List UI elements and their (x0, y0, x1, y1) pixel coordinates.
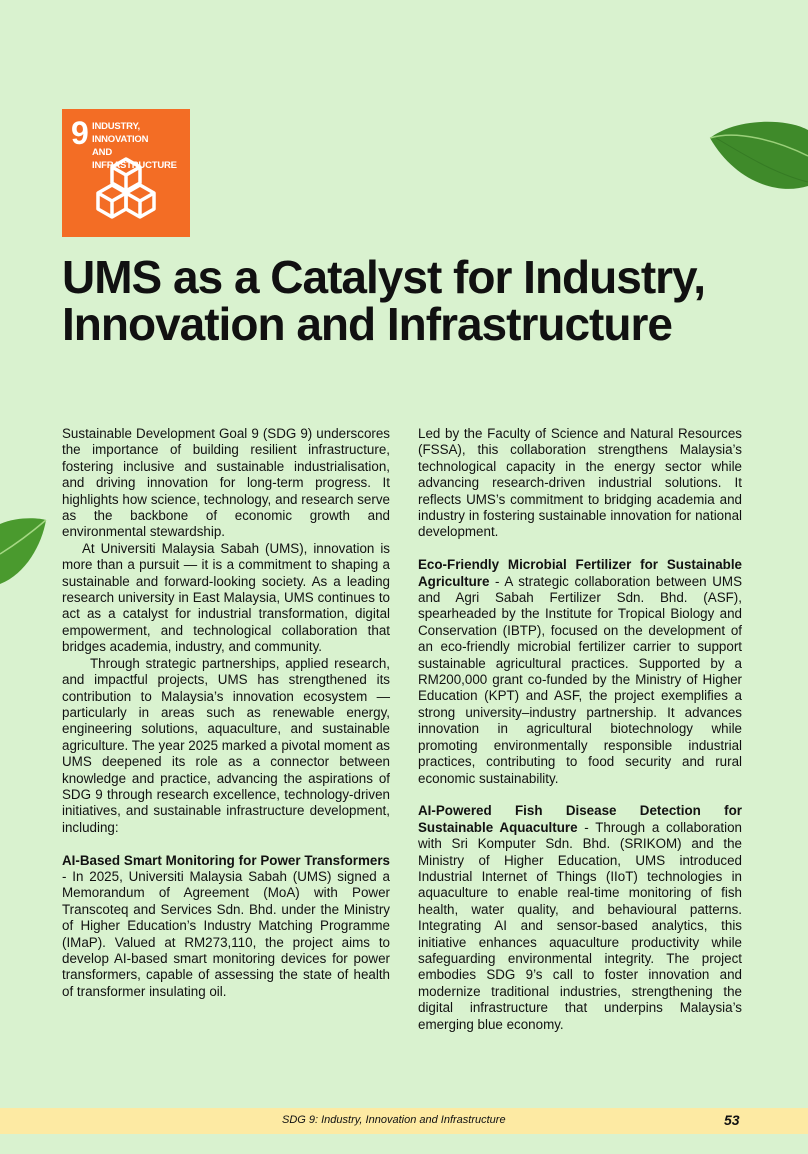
badge-number: 9 (71, 115, 89, 151)
page-number: 53 (724, 1112, 740, 1128)
badge-label: INDUSTRY, INNOVATION AND INFRASTRUCTURE (92, 121, 177, 171)
footer-caption: SDG 9: Industry, Innovation and Infrastructure (282, 1114, 506, 1126)
power-transformers-body: - In 2025, Universiti Malaysia Sabah (UMS) signed a Memorandum of Agreement (MoA) with Power Transcoteq and Services Sdn. Bhd. under the Ministry of Higher Education’s Industry Matching Programme (IMaP). Valued at RM273,110, the project aims to develop AI-based smart monitoring devices for power transformers, capable of assessing the state of health of transformer insulating oil. (62, 868, 390, 999)
power-transformers-paragraph (62, 853, 390, 1001)
fish-disease-heading: AI-Powered Fish Disease Detection for Sustainable Aquaculture (418, 803, 742, 835)
page-title: UMS as a Catalyst for Industry, Innovation and Infrastructure (62, 251, 705, 350)
fish-disease-paragraph (418, 803, 742, 1033)
fish-disease-body: - Through a collaboration with Sri Komputer Sdn. Bhd. (SRIKOM) and the Ministry of Higher Education, UMS introduced Industrial Internet of Things (IIoT) technologies in aquaculture to enable real-time monitoring of fish health, water quality, and behavioural patterns. Integrating AI and sensor-based analytics, this initiative enhances aquaculture productivity while safeguarding environmental integrity. The project embodies SDG 9’s call to foster innovation and modernize traditional industries, strengthening the digital infrastructure that underpins Malaysia’s emerging blue economy. (418, 819, 742, 1032)
intro-paragraph: Sustainable Development Goal 9 (SDG 9) underscores the importance of building resilient infrastructure, fostering inclusive and sustainable industrialisation, and driving innovation for long-term progress. It highlights how science, technology, and research serve as the backbone of economic growth and environmental stewardship. (62, 426, 390, 540)
left-column (62, 426, 390, 1000)
power-transformers-heading: AI-Based Smart Monitoring for Power Transformers (62, 852, 390, 868)
fertilizer-body: - A strategic collaboration between UMS and Agri Sabah Fertilizer Sdn. Bhd. (ASF), spearheaded by the Institute for Tropical Biology and Conservation (IBTP), focused on the development of an eco-friendly microbial fertilizer carrier to support sustainable agricultural practices. Supported by a RM200,000 grant co-funded by the Ministry of Higher Education (KPT) and ASF, the project exemplifies a strong university–industry partnership. It advances innovation in agricultural biotechnology while promoting environmentally responsible industrial practices, contributing to food security and rural economic sustainability. (418, 573, 742, 786)
sdg9-badge (62, 109, 190, 237)
fertilizer-paragraph (418, 557, 742, 787)
fertilizer-heading: Eco-Friendly Microbial Fertilizer for Sustainable Agriculture (418, 557, 742, 589)
footer-band (0, 1108, 808, 1134)
right-column (418, 426, 742, 1033)
leaf-left-image (0, 514, 48, 586)
cubes-icon (90, 155, 162, 227)
partnerships-paragraph: Through strategic partnerships, applied research, and impactful projects, UMS has strengthened its contribution to Malaysia’s innovation ecosystem — particularly in areas such as renewable energy, engineering solutions, aquaculture, and sustainable agriculture. The year 2025 marked a pivotal moment as UMS deepened its role as a connector between knowledge and practice, advancing the aspirations of SDG 9 through research excellence, technology-driven initiatives, and sustainable infrastructure development, including: (62, 655, 390, 835)
fssa-paragraph: Led by the Faculty of Science and Natural Resources (FSSA), this collaboration strengthens Malaysia’s technological capacity in the energy sector while advancing research-driven industrial solutions. It reflects UMS’s commitment to bridging academia and industry in fostering sustainable innovation for national development. (418, 426, 742, 540)
ums-paragraph: At Universiti Malaysia Sabah (UMS), innovation is more than a pursuit — it is a commitment to shaping a sustainable and forward-looking society. As a leading research university in East Malaysia, UMS continues to act as a catalyst for industrial transformation, digital empowerment, and technological collaboration that bridges academia, industry, and community. (62, 540, 390, 655)
leaf-top-right-image (706, 116, 808, 192)
